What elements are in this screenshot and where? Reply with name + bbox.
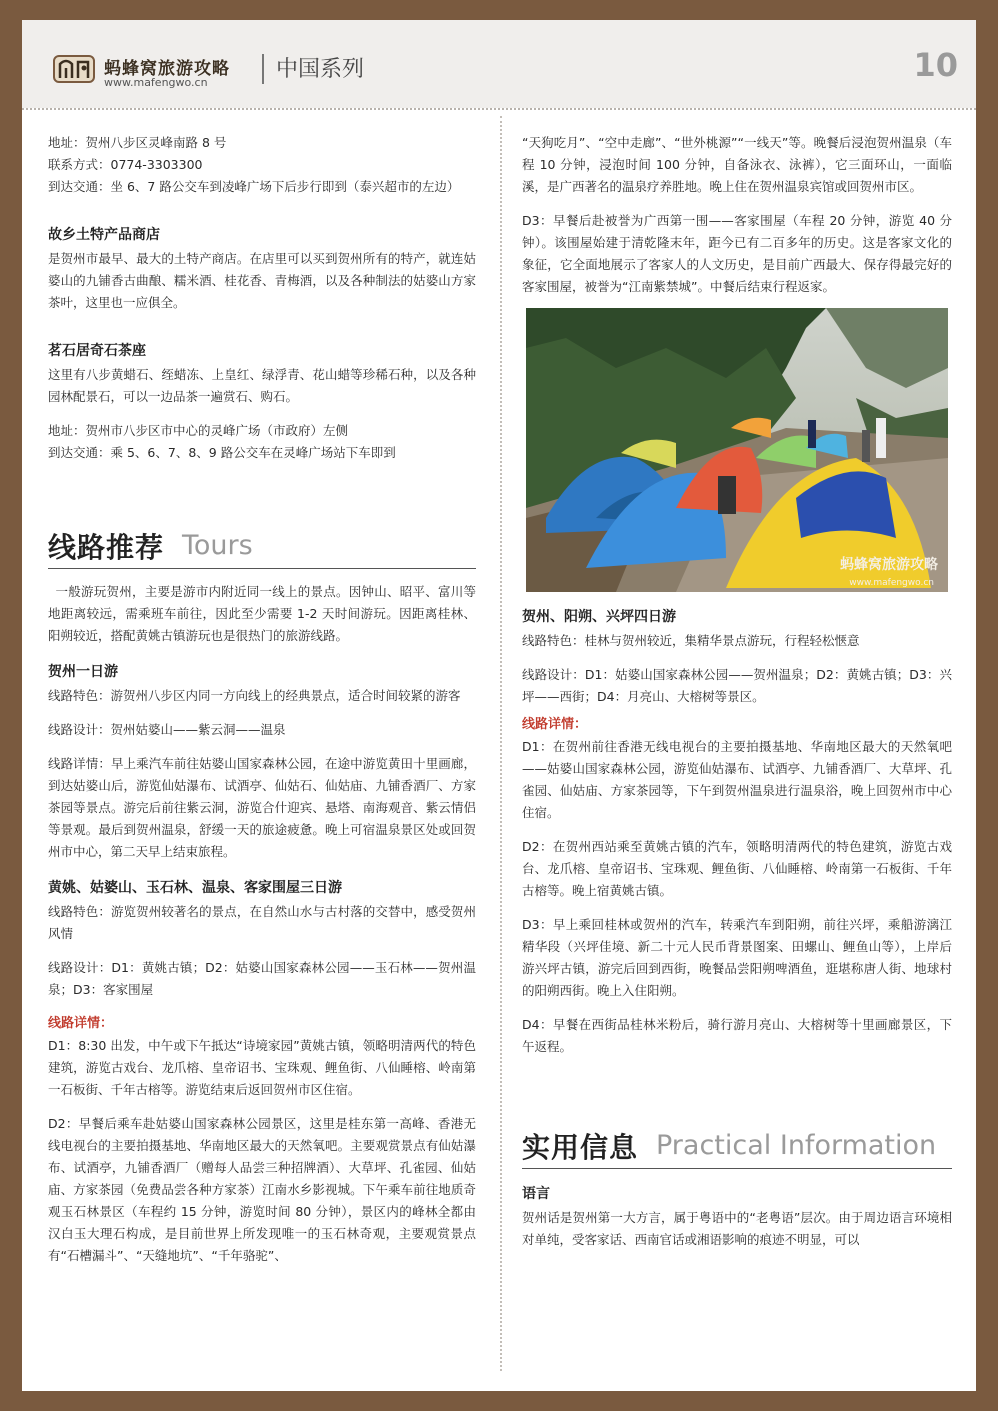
header-divider <box>22 108 976 110</box>
route1-design: 线路设计：贺州姑婆山——紫云洞——温泉 <box>48 722 286 737</box>
intro-transport: 到达交通：坐 6、7 路公交车到凌峰广场下后步行即到（泰兴超市的左边） <box>48 179 460 194</box>
practical-heading-en: Practical Information <box>656 1130 937 1161</box>
tours-heading-zh: 线路推荐 <box>48 531 165 564</box>
practical-heading-zh: 实用信息 <box>522 1131 639 1164</box>
route2-d3: D3：早餐后赴被誉为广西第一围——客家围屋（车程 20 分钟，游览 40 分钟）。该围屋始建于清乾隆末年，距今已有二百多年的历史。这是客家文化的象征，它全面地展示了客家人的人文历史，是目前广西最大、保存得最完好的客家围屋，被誉为“江南紫禁城”。中餐后结束行程返家。 <box>522 213 952 294</box>
route2-d2: D2：早餐后乘车赴姑婆山国家森林公园景区，这里是桂东第一高峰、香港无线电视台的主要拍摄基地、华南地区最大的天然氧吧。主要观赏景点有仙姑瀑布、试酒亭，九铺香酒厂（赠每人品尝三种招牌酒）、大草坪、孔雀园、仙姑庙、方家茶园（免费品尝各种方家茶）江南水乡影视城。下午乘车前往地质奇观玉石林景区（车程约 15 分钟，游览时间 80 分钟），景区内的峰林全都由汉白玉大理石构成，是目前世界上所发现唯一的玉石林奇观，主要观赏景点有“石槽漏斗”、“天缝地坑”、“千年骆驼”、 <box>48 1116 476 1263</box>
camping-photo <box>526 308 948 592</box>
shop2-address: 地址：贺州市八步区市中心的灵峰广场（市政府）左侧 <box>48 423 349 438</box>
column-divider <box>500 116 502 1371</box>
shop2-title: 茗石居奇石茶座 <box>48 343 146 359</box>
route3-d4: D4：早餐在西街品桂林米粉后，骑行游月亮山、大榕树等十里画廊景区，下午返程。 <box>522 1017 952 1054</box>
brand-name: 蚂蜂窝旅游攻略 <box>104 59 230 79</box>
photo-watermark-url: www.mafengwo.cn <box>849 578 934 588</box>
page <box>22 20 976 1391</box>
route3-title: 贺州、阳朔、兴坪四日游 <box>522 609 676 625</box>
shop2-transport: 到达交通：乘 5、6、7、8、9 路公交车在灵峰广场站下车即到 <box>48 445 396 460</box>
shop1-text: 是贺州市最早、最大的土特产商店。在店里可以买到贺州所有的特产，就连姑婆山的九铺香古曲酿、糯米酒、桂花香、青梅酒，以及各种制法的姑婆山方家茶叶，这里也一应俱全。 <box>48 251 476 310</box>
page-number: 10 <box>913 46 958 84</box>
route2-title: 黄姚、姑婆山、玉石林、温泉、客家围屋三日游 <box>48 880 342 896</box>
photo-watermark-brand: 蚂蜂窝旅游攻略 <box>840 557 938 573</box>
practical-heading <box>522 1122 952 1169</box>
route3-d3: D3：早上乘回桂林或贺州的汽车，转乘汽车到阳朔，前往兴坪，乘船游漓江精华段（兴坪佳境、新二十元人民币背景图案、田螺山、鲤鱼山等），上岸后游兴坪古镇，游完后回到西街，晚餐品尝阳朔啤酒鱼，逛堪称唐人街、地球村的阳朔西街。晚上入住阳朔。 <box>522 917 952 998</box>
route1-detail: 线路详情：早上乘汽车前往姑婆山国家森林公园，在途中游览黄田十里画廊，到达姑婆山后，游览仙姑瀑布、试酒亭、仙姑石、仙姑庙、九铺香酒厂、方家茶园等景点。游完后前往紫云洞，游览合什迎宾、悬塔、南海观音、紫云情侣等景观。最后到贺州温泉，舒缓一天的旅途疲惫。晚上可宿温泉景区处或回贺州市中心，第二天早上结束旅程。 <box>48 756 476 859</box>
route3-feature: 线路特色：桂林与贺州较近，集精华景点游玩，行程轻松惬意 <box>522 633 860 648</box>
route3-design: 线路设计：D1：姑婆山国家森林公园——贺州温泉；D2：黄姚古镇；D3：兴坪——西街；D4：月亮山、大榕树等景区。 <box>522 667 952 704</box>
route2-feature: 线路特色：游览贺州较著名的景点，在自然山水与古村落的交替中，感受贺州风情 <box>48 904 476 941</box>
route2-d2-continued: “天狗吃月”、“空中走廊”、“世外桃源”“一线天”等。晚餐后浸泡贺州温泉（车程 10 分钟，浸泡时间 100 分钟，自备泳衣、泳裤），它三面环山，一面临溪，是广西著名的温泉疗养胜地。晚上住在贺州温泉宾馆或回贺州市区。 <box>522 135 952 194</box>
right-column <box>522 132 952 1251</box>
language-title: 语言 <box>522 1186 550 1202</box>
left-column <box>48 132 476 1267</box>
route3-d2: D2：在贺州西站乘至黄姚古镇的汽车，领略明清两代的特色建筑，游览古戏台、龙爪榕、皇帝诏书、宝珠观、鲤鱼街、八仙睡榕、岭南第一石板街、千年古榕等。晚上宿黄姚古镇。 <box>522 839 952 898</box>
route2-d1: D1：8:30 出发，中午或下午抵达“诗境家园”黄姚古镇，领略明清两代的特色建筑，游览古戏台、龙爪榕、皇帝诏书、宝珠观、鲤鱼街、八仙睡榕、岭南第一石板街、千年古榕等。游览结束后返回贺州市区住宿。 <box>48 1038 476 1097</box>
header-separator <box>262 54 264 84</box>
route1-title: 贺州一日游 <box>48 664 118 680</box>
route3-d1: D1：在贺州前往香港无线电视台的主要拍摄基地、华南地区最大的天然氧吧——姑婆山国家森林公园，游览仙姑瀑布、试酒亭、九铺香酒厂、大草坪、孔雀园、仙姑庙、方家茶园等，下午到贺州温泉进行温泉浴，晚上回贺州市中心住宿。 <box>522 739 952 820</box>
tours-heading-en: Tours <box>182 530 253 561</box>
route2-design: 线路设计：D1：黄姚古镇；D2：姑婆山国家森林公园——玉石林——贺州温泉；D3：客家围屋 <box>48 960 476 997</box>
intro-phone: 联系方式：0774-3303300 <box>48 157 203 172</box>
route1-feature: 线路特色：游贺州八步区内同一方向线上的经典景点，适合时间较紧的游客 <box>48 688 461 703</box>
tours-heading <box>48 522 476 569</box>
shop1-title: 故乡土特产品商店 <box>48 227 160 243</box>
tours-intro: 一般游玩贺州，主要是游市内附近同一线上的景点。因钟山、昭平、富川等地距离较远，需乘班车前往，因此至少需要 1-2 天时间游玩。因距离桂林、阳朔较近，搭配黄姚古镇游玩也是很热门的旅游线路。 <box>48 584 476 643</box>
series-title: 中国系列 <box>276 57 365 82</box>
mafengwo-logo-icon <box>50 50 98 86</box>
route3-detail-label: 线路详情： <box>522 717 588 732</box>
page-header <box>22 20 976 108</box>
shop2-text: 这里有八步黄蜡石、绖蜡冻、上皇红、绿浮青、花山蜡等珍稀石种，以及各种园林配景石，可以一边品茶一遍赏石、购石。 <box>48 367 476 404</box>
brand-url: www.mafengwo.cn <box>104 76 208 89</box>
language-text: 贺州话是贺州第一大方言，属于粤语中的“老粤语”层次。由于周边语言环境相对单纯，受客家话、西南官话或湘语影响的痕迹不明显，可以 <box>522 1210 952 1247</box>
camping-scene-image <box>526 308 948 592</box>
intro-address: 地址：贺州八步区灵峰南路 8 号 <box>48 135 227 150</box>
brand-logo <box>50 46 365 94</box>
route2-detail-label: 线路详情： <box>48 1016 114 1031</box>
